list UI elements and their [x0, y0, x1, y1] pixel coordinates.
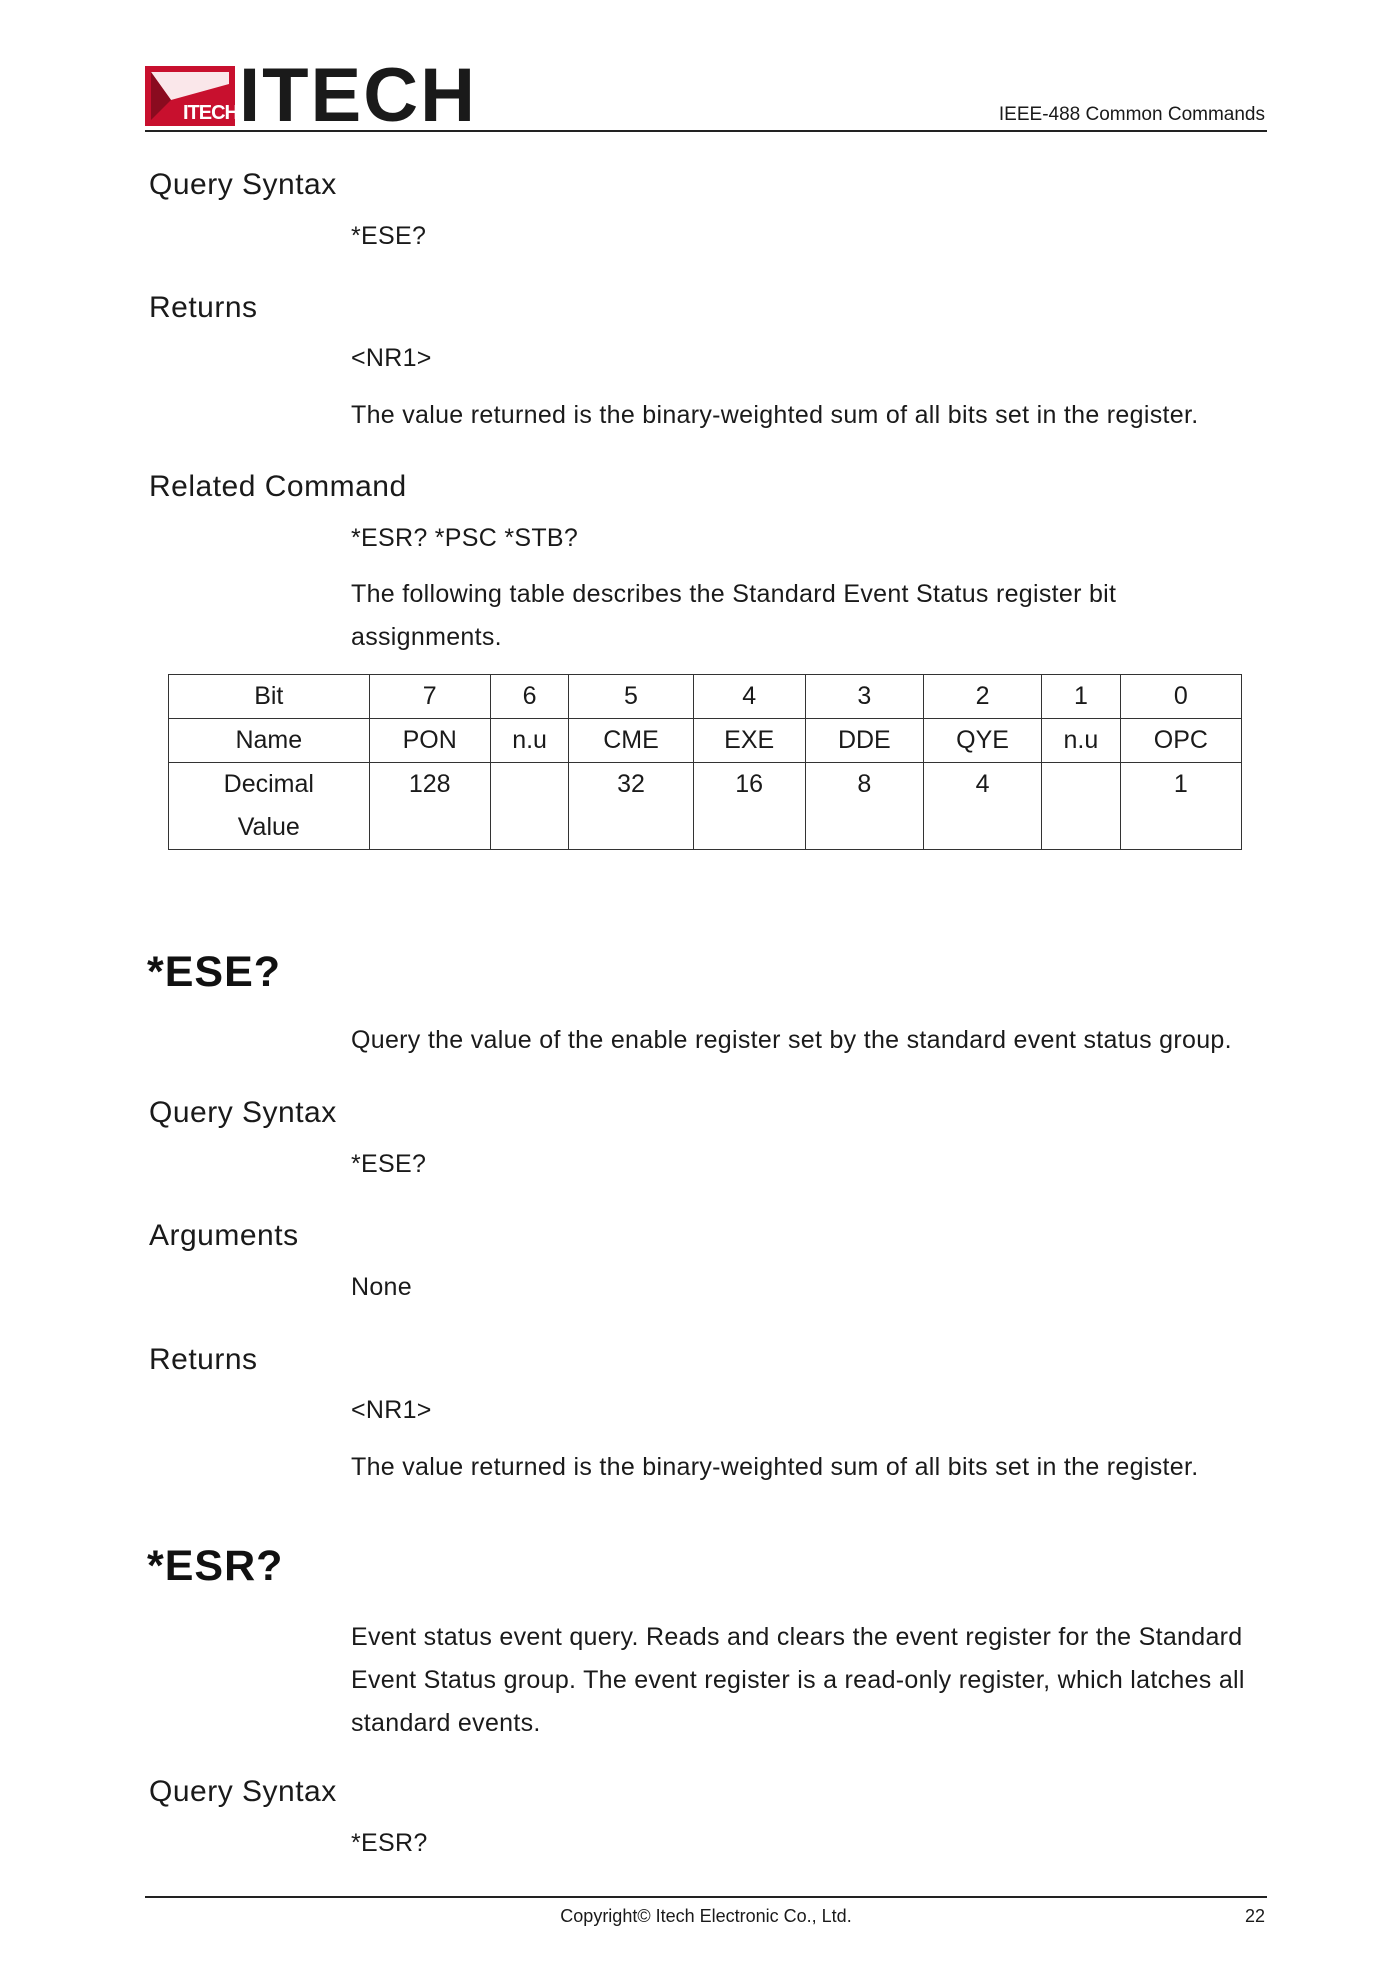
query-syntax-heading: Query Syntax	[149, 168, 337, 201]
status-register-bit-table	[168, 674, 1242, 850]
bit-label-cell: Bit	[169, 675, 370, 719]
decimal-cell: 1	[1120, 763, 1241, 850]
decimal-cell	[490, 763, 569, 850]
name-cell: DDE	[805, 719, 923, 763]
name-cell: PON	[369, 719, 490, 763]
name-cell: OPC	[1120, 719, 1241, 763]
header-title: IEEE-488 Common Commands	[998, 104, 1265, 125]
decimal-cell: 4	[923, 763, 1041, 850]
bit-cell: 3	[805, 675, 923, 719]
table-intro-line1: The following table describes the Standard Event Status register bit	[351, 580, 1117, 608]
ese-query-syntax-value: *ESE?	[351, 1150, 427, 1178]
ese-command-title: *ESE?	[147, 948, 282, 996]
esr-query-syntax-value: *ESR?	[351, 1829, 428, 1857]
page-header	[145, 53, 1267, 138]
ese-description: Query the value of the enable register set by the standard event status group.	[351, 1026, 1232, 1054]
name-cell: QYE	[923, 719, 1041, 763]
ese-returns-heading: Returns	[149, 1343, 258, 1376]
ese-query-syntax-heading: Query Syntax	[149, 1096, 337, 1129]
returns-description: The value returned is the binary-weighted sum of all bits set in the register.	[351, 401, 1199, 429]
name-cell: n.u	[490, 719, 569, 763]
decimal-cell	[1042, 763, 1121, 850]
related-command-value: *ESR? *PSC *STB?	[351, 524, 579, 552]
logo-mark-text: ITECH	[183, 102, 238, 124]
ese-returns-description: The value returned is the binary-weighted sum of all bits set in the register.	[351, 1453, 1199, 1481]
name-label-cell: Name	[169, 719, 370, 763]
decimal-cell: 16	[693, 763, 805, 850]
query-syntax-value: *ESE?	[351, 222, 427, 250]
decimal-cell: 8	[805, 763, 923, 850]
bit-cell: 5	[569, 675, 693, 719]
name-cell: CME	[569, 719, 693, 763]
bit-cell: 7	[369, 675, 490, 719]
table-row-decimal	[169, 763, 1242, 850]
bit-cell: 1	[1042, 675, 1121, 719]
footer-copyright: Copyright© Itech Electronic Co., Ltd.	[560, 1906, 852, 1926]
page-footer	[145, 1896, 1267, 1926]
logo-wordmark: ITECH	[239, 53, 477, 138]
table-intro-line2: assignments.	[351, 623, 502, 651]
table-row-name	[169, 719, 1242, 763]
itech-logo	[145, 53, 477, 138]
bit-cell: 6	[490, 675, 569, 719]
esr-description-line3: standard events.	[351, 1709, 541, 1737]
name-cell: EXE	[693, 719, 805, 763]
decimal-cell: 32	[569, 763, 693, 850]
decimal-label-line1: Decimal	[223, 770, 314, 798]
ese-returns-value: <NR1>	[351, 1396, 432, 1424]
related-command-heading: Related Command	[149, 470, 407, 503]
decimal-label-line2: Value	[237, 813, 300, 841]
decimal-label-cell	[169, 763, 370, 850]
returns-value: <NR1>	[351, 344, 432, 372]
decimal-cell: 128	[369, 763, 490, 850]
esr-command-title: *ESR?	[147, 1542, 284, 1590]
ese-arguments-heading: Arguments	[149, 1219, 299, 1252]
bit-cell: 2	[923, 675, 1041, 719]
itech-logo-mark-icon	[145, 66, 238, 126]
esr-description-line2: Event Status group. The event register is a read-only register, which latches all	[351, 1666, 1245, 1694]
esr-query-syntax-heading: Query Syntax	[149, 1775, 337, 1808]
bit-cell: 4	[693, 675, 805, 719]
ese-arguments-value: None	[351, 1273, 412, 1301]
bit-cell: 0	[1120, 675, 1241, 719]
table-row-bit	[169, 675, 1242, 719]
returns-heading: Returns	[149, 291, 258, 324]
page-number: 22	[1244, 1906, 1265, 1926]
esr-description-line1: Event status event query. Reads and clears the event register for the Standard	[351, 1623, 1243, 1651]
name-cell: n.u	[1042, 719, 1121, 763]
